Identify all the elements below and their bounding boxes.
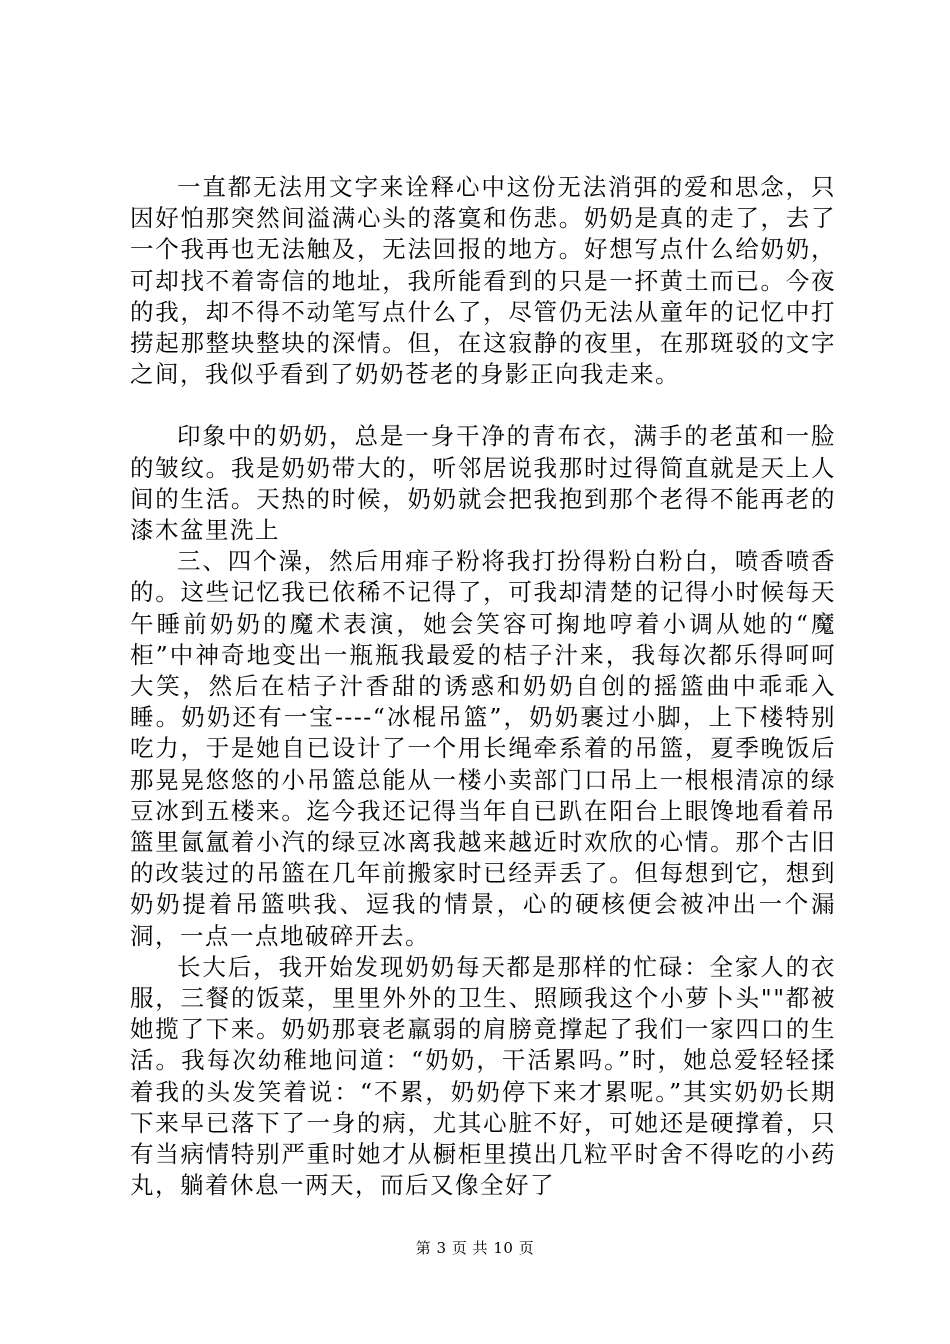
paragraph-1: 一直都无法用文字来诠释心中这份无法消弭的爱和思念，只因好怕那突然间溢满心头的落寞和伤悲。奶奶是真的走了，去了一个我再也无法触及，无法回报的地方。好想写点什么给奶奶，可却找不着寄信的地址，我所能看到的只是一抔黄土而已。今夜的我，却不得不动笔写点什么了，尽管仍无法从童年的记忆中打捞起那整块整块的深情。但，在这寂静的夜里，在那斑驳的文字之间，我似乎看到了奶奶苍老的身影正向我走来。 (130, 173, 836, 389)
paragraph-4: 长大后，我开始发现奶奶每天都是那样的忙碌：全家人的衣服，三餐的饭菜，里里外外的卫生、照顾我这个小萝卜头""都被她揽了下来。奶奶那衰老羸弱的肩膀竟撑起了我们一家四口的生活。我每次幼稚地问道：“奶奶，干活累吗。”时，她总爱轻轻揉着我的头发笑着说：“不累，奶奶停下来才累呢。”其实奶奶长期下来早已落下了一身的病，尤其心脏不好，可她还是硬撑着，只有当病情特别严重时她才从橱柜里摸出几粒平时舍不得吃的小药丸，躺着休息一两天，而后又像全好了 (130, 952, 836, 1200)
paragraph-2: 印象中的奶奶，总是一身干净的青布衣，满手的老茧和一脸的皱纹。我是奶奶带大的，听邻居说我那时过得简直就是天上人间的生活。天热的时候，奶奶就会把我抱到那个老得不能再老的漆木盆里洗上 (130, 422, 836, 545)
page-number-footer: 第 3 页 共 10 页 (415, 1239, 535, 1257)
document-body (130, 172, 836, 1202)
paragraph-3: 三、四个澡，然后用痱子粉将我打扮得粉白粉白，喷香喷香的。这些记忆我已依稀不记得了，可我却清楚的记得小时候每天午睡前奶奶的魔术表演，她会笑容可掬地哼着小调从她的“魔柜”中神奇地变出一瓶瓶我最爱的桔子汁来，我每次都乐得呵呵大笑，然后在桔子汁香甜的诱惑和奶奶自创的摇篮曲中乖乖入睡。奶奶还有一宝----“冰棍吊篮”，奶奶裹过小脚，上下楼特别吃力，于是她自已设计了一个用长绳牵系着的吊篮，夏季晚饭后那晃晃悠悠的小吊篮总能从一楼小卖部门口吊上一根根清凉的绿豆冰到五楼来。迄今我还记得当年自已趴在阳台上眼馋地看着吊篮里氤氲着小汽的绿豆冰离我越来越近时欢欣的心情。那个古旧的改装过的吊篮在几年前搬家时已经弄丢了。但每想到它，想到奶奶提着吊篮哄我、逗我的情景，心的硬核便会被冲出一个漏洞，一点一点地破碎开去。 (130, 547, 836, 950)
